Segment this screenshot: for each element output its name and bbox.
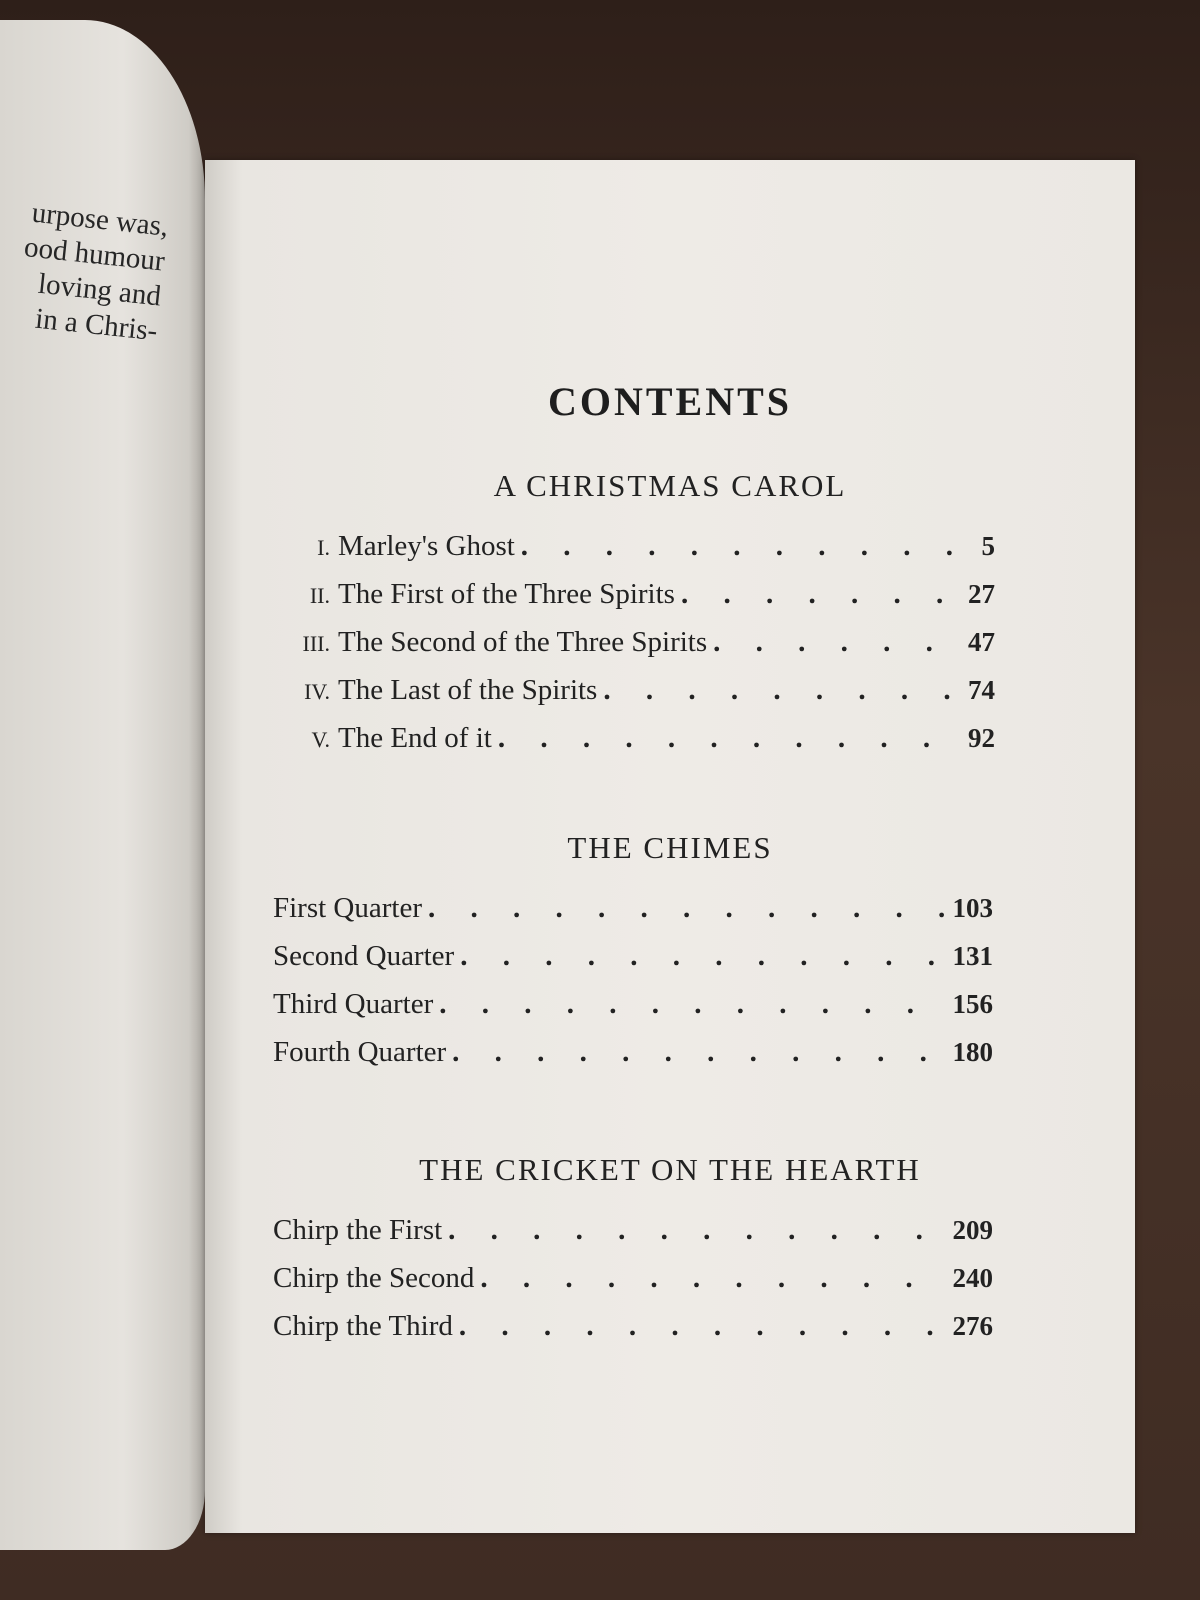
toc-entry-page: 276 <box>952 1311 993 1341</box>
toc-entry <box>275 530 995 574</box>
toc-entry-page: 92 <box>968 723 995 753</box>
dot-leader <box>498 722 962 755</box>
left-page-text <box>0 192 170 349</box>
toc-entry-title: Marley's Ghost <box>338 530 515 562</box>
dot-leader <box>452 1036 946 1069</box>
toc-entry-title: Fourth Quarter <box>273 1036 447 1068</box>
toc-entry-page: 180 <box>952 1037 993 1067</box>
toc-entry-number: III. <box>302 631 330 656</box>
toc-entry-page: 74 <box>968 675 995 705</box>
dot-leader <box>448 1214 946 1247</box>
toc-entry-page: 103 <box>952 893 993 923</box>
toc-entry-title: The Second of the Three Spirits <box>338 626 708 658</box>
toc-entry <box>273 940 993 984</box>
toc-entry <box>273 1310 993 1354</box>
toc-entry-page: 131 <box>952 941 993 971</box>
left-page-line: ood humour <box>22 231 167 278</box>
toc-entry-title: Chirp the Second <box>273 1262 475 1294</box>
dot-leader <box>480 1262 946 1295</box>
left-page <box>0 20 205 1550</box>
dot-leader <box>439 988 946 1021</box>
toc-entry-number: I. <box>317 535 330 560</box>
dot-leader <box>459 1310 947 1343</box>
toc-entry <box>273 988 993 1032</box>
dot-leader <box>603 674 962 707</box>
section-title-christmas-carol: A CHRISTMAS CAROL <box>493 468 847 503</box>
toc-entry-page: 5 <box>981 531 995 561</box>
toc-entry-title: Chirp the Third <box>273 1310 453 1342</box>
toc-entry-title: Third Quarter <box>273 988 434 1020</box>
toc-entry-title: The End of it <box>338 722 492 754</box>
toc-entry <box>275 578 995 622</box>
toc-entry <box>273 1214 993 1258</box>
toc-entry-number: II. <box>309 583 330 608</box>
dot-leader <box>681 578 962 611</box>
toc-entry-page: 47 <box>968 627 995 657</box>
toc-entry <box>275 626 995 670</box>
toc-entry-title: First Quarter <box>273 892 422 924</box>
contents-heading: CONTENTS <box>547 379 793 424</box>
toc-entry <box>273 1036 993 1080</box>
toc-entry-page: 209 <box>952 1215 993 1245</box>
left-page-line: in a Chris- <box>33 302 159 348</box>
toc-entry-number: V. <box>311 727 330 752</box>
left-page-line: urpose was, <box>30 196 170 243</box>
toc-entry-page: 240 <box>952 1263 993 1293</box>
left-page-line: loving and <box>36 267 163 313</box>
toc-entry-page: 27 <box>968 579 995 609</box>
toc-entry <box>273 892 993 936</box>
section-title-chimes: THE CHIMES <box>567 830 773 865</box>
contents-page <box>205 160 1135 1533</box>
toc-entry <box>273 1262 993 1306</box>
toc-entry-number: IV. <box>304 679 330 704</box>
dot-leader <box>521 530 976 563</box>
toc-entry <box>275 674 995 718</box>
toc-entry-page: 156 <box>952 989 993 1019</box>
dot-leader <box>460 940 946 973</box>
dot-leader <box>428 892 947 925</box>
toc-entry-title: Second Quarter <box>273 940 455 972</box>
section-title-cricket-on-the-hearth: THE CRICKET ON THE HEARTH <box>419 1152 921 1187</box>
toc-entry-title: The First of the Three Spirits <box>338 578 675 610</box>
toc-entry-title: Chirp the First <box>273 1214 443 1246</box>
toc-entry-title: The Last of the Spirits <box>338 674 598 706</box>
toc-entry <box>275 722 995 766</box>
dot-leader <box>713 626 962 659</box>
